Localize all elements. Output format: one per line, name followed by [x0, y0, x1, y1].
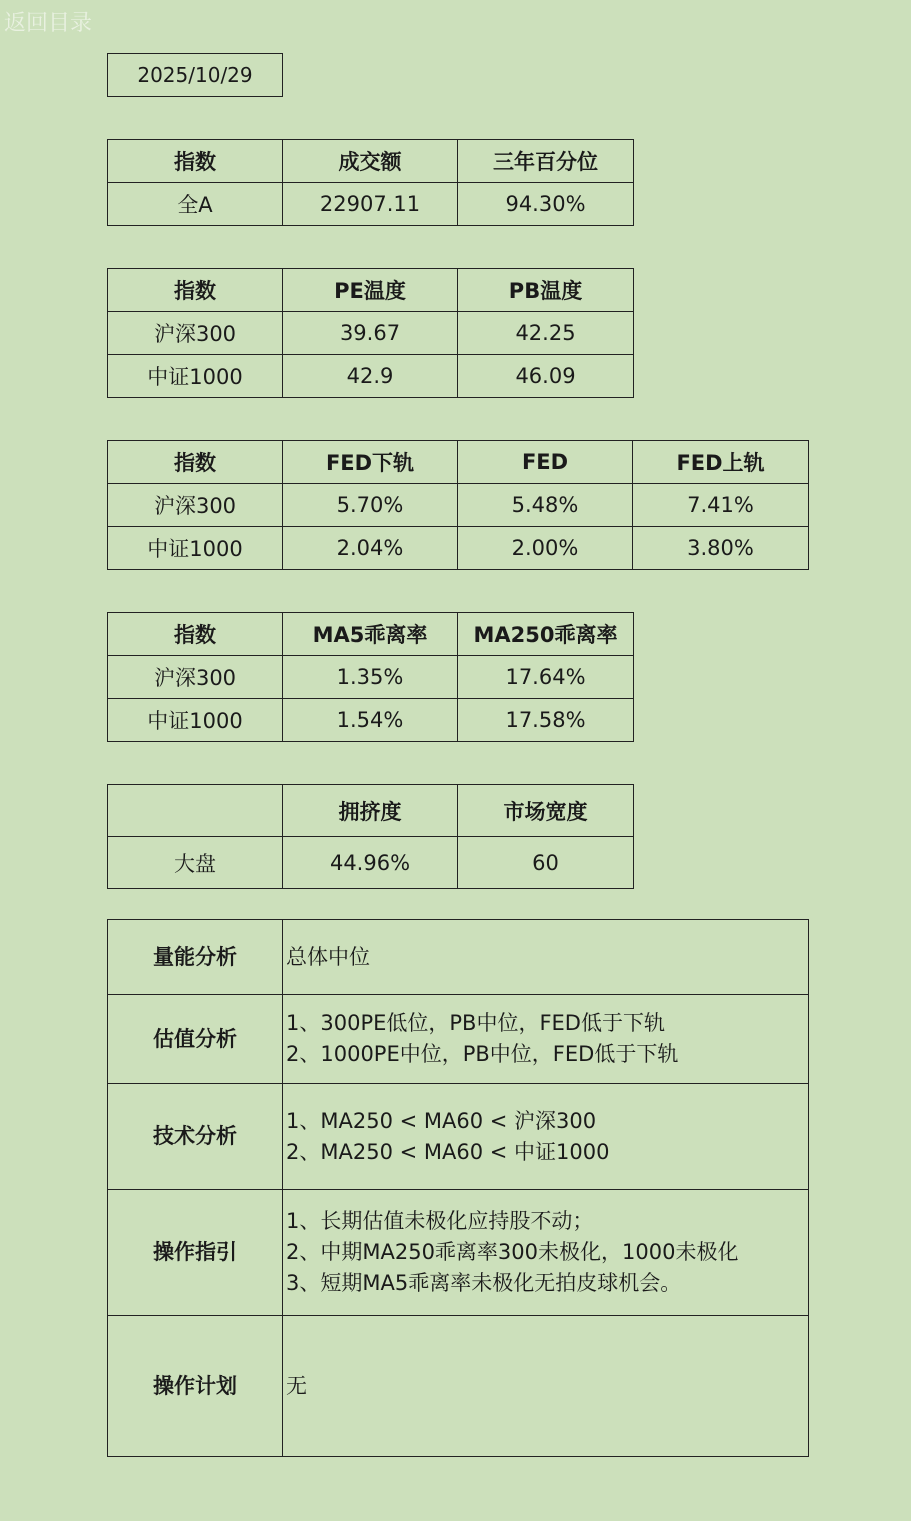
content-line: 2、1000PE中位，PB中位，FED低于下轨: [286, 1042, 679, 1066]
table-header-row: [108, 613, 634, 656]
cell-turnover: 22907.11: [283, 183, 458, 226]
cell-fed: 2.00%: [458, 527, 633, 570]
analysis-row-valuation: [108, 995, 809, 1084]
cell-ma250: 17.58%: [458, 699, 634, 742]
analysis-row-volume: [108, 920, 809, 995]
row-content: [283, 1084, 809, 1190]
content-line: 3、短期MA5乖离率未极化无拍皮球机会。: [286, 1271, 682, 1295]
content-line: 1、300PE低位，PB中位，FED低于下轨: [286, 1011, 665, 1035]
cell-pb-temp: 46.09: [458, 355, 634, 398]
date-cell: 2025/10/29: [108, 54, 283, 97]
date-box: [107, 53, 283, 97]
col-header-index: 指数: [108, 613, 283, 656]
col-header-index: 指数: [108, 441, 283, 484]
cell-fed-upper: 3.80%: [633, 527, 809, 570]
row-content: [283, 995, 809, 1084]
fed-table: [107, 440, 809, 570]
content-line: 1、MA250 < MA60 < 沪深300: [286, 1108, 597, 1133]
col-header-fed-lower: FED下轨: [283, 441, 458, 484]
cell-pb-temp: 42.25: [458, 312, 634, 355]
row-label: 估值分析: [108, 995, 283, 1084]
table-row: [108, 699, 634, 742]
table-row: [108, 183, 634, 226]
cell-index: 中证1000: [108, 527, 283, 570]
col-header-pe-temp: PE温度: [283, 269, 458, 312]
content-line: 2、中期MA250乖离率300未极化，1000未极化: [286, 1240, 739, 1264]
row-content: [283, 1190, 809, 1316]
col-header-ma250: MA250乖离率: [458, 613, 634, 656]
col-header-breadth: 市场宽度: [458, 785, 634, 837]
table-header-row: [108, 785, 634, 837]
cell-index: 全A: [108, 183, 283, 226]
cell-pe-temp: 42.9: [283, 355, 458, 398]
col-header-empty: [108, 785, 283, 837]
content-line: 1、长期估值未极化应持股不动；: [286, 1209, 594, 1233]
ma-deviation-table: [107, 612, 634, 742]
table-header-row: [108, 140, 634, 183]
content-line: 无: [286, 1373, 307, 1398]
col-header-index: 指数: [108, 140, 283, 183]
turnover-table: [107, 139, 634, 226]
cell-index: 中证1000: [108, 355, 283, 398]
cell-index: 大盘: [108, 837, 283, 889]
row-label: 操作计划: [108, 1316, 283, 1457]
cell-index: 沪深300: [108, 312, 283, 355]
analysis-table: [107, 919, 809, 1457]
crowding-table: [107, 784, 634, 889]
cell-index: 中证1000: [108, 699, 283, 742]
back-to-contents-link[interactable]: 返回目录: [4, 11, 93, 36]
cell-breadth: 60: [458, 837, 634, 889]
table-row: [108, 312, 634, 355]
cell-crowding: 44.96%: [283, 837, 458, 889]
cell-fed-lower: 2.04%: [283, 527, 458, 570]
cell-fed: 5.48%: [458, 484, 633, 527]
table-header-row: [108, 269, 634, 312]
analysis-row-guidance: [108, 1190, 809, 1316]
row-content: [283, 920, 809, 995]
col-header-crowding: 拥挤度: [283, 785, 458, 837]
cell-pe-temp: 39.67: [283, 312, 458, 355]
content-line: 总体中位: [286, 944, 370, 969]
cell-ma5: 1.54%: [283, 699, 458, 742]
analysis-row-plan: [108, 1316, 809, 1457]
table-row: [108, 656, 634, 699]
table-row: [108, 355, 634, 398]
cell-ma5: 1.35%: [283, 656, 458, 699]
cell-index: 沪深300: [108, 656, 283, 699]
col-header-index: 指数: [108, 269, 283, 312]
col-header-percentile: 三年百分位: [458, 140, 634, 183]
table-row: [108, 484, 809, 527]
row-label: 技术分析: [108, 1084, 283, 1190]
cell-fed-upper: 7.41%: [633, 484, 809, 527]
table-row: [108, 527, 809, 570]
col-header-ma5: MA5乖离率: [283, 613, 458, 656]
cell-fed-lower: 5.70%: [283, 484, 458, 527]
row-content: [283, 1316, 809, 1457]
col-header-fed-upper: FED上轨: [633, 441, 809, 484]
cell-ma250: 17.64%: [458, 656, 634, 699]
col-header-turnover: 成交额: [283, 140, 458, 183]
cell-percentile: 94.30%: [458, 183, 634, 226]
col-header-pb-temp: PB温度: [458, 269, 634, 312]
valuation-table: [107, 268, 634, 398]
row-label: 量能分析: [108, 920, 283, 995]
row-label: 操作指引: [108, 1190, 283, 1316]
analysis-row-technical: [108, 1084, 809, 1190]
cell-index: 沪深300: [108, 484, 283, 527]
table-row: [108, 837, 634, 889]
col-header-fed: FED: [458, 441, 633, 484]
content-line: 2、MA250 < MA60 < 中证1000: [286, 1139, 610, 1164]
table-header-row: [108, 441, 809, 484]
